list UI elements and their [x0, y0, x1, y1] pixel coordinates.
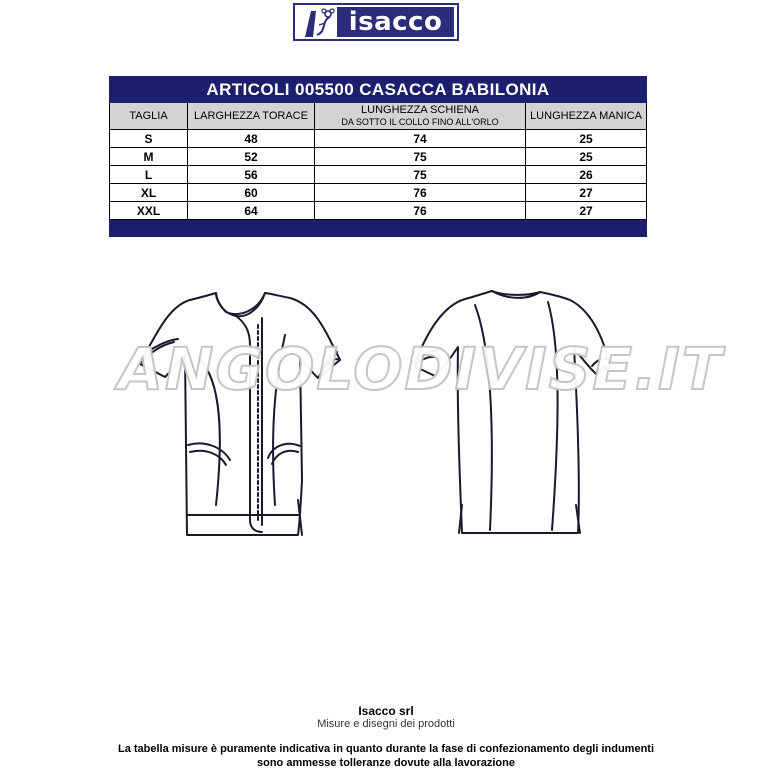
table-row — [110, 202, 647, 220]
back-view-tunic-drawing — [414, 291, 610, 533]
brand-name: isacco — [337, 7, 454, 37]
cell-chest: 52 — [188, 148, 315, 166]
company-subtitle: Misure e disegni dei prodotti — [317, 718, 455, 730]
cell-back: 76 — [315, 184, 526, 202]
cell-size: XL — [110, 184, 188, 202]
table-row — [110, 130, 647, 148]
cell-size: L — [110, 166, 188, 184]
column-header-sleeve: LUNGHEZZA MANICA — [526, 103, 647, 130]
cell-chest: 56 — [188, 166, 315, 184]
column-header-back — [315, 103, 526, 130]
cell-back: 75 — [315, 166, 526, 184]
cell-size: M — [110, 148, 188, 166]
cell-sleeve: 25 — [526, 130, 647, 148]
table-row — [110, 148, 647, 166]
watermark-text: ANGOLODIVISE.IT — [118, 335, 724, 403]
cell-sleeve: 27 — [526, 184, 647, 202]
front-view-tunic-drawing — [140, 293, 340, 535]
cell-chest: 60 — [188, 184, 315, 202]
cell-sleeve: 26 — [526, 166, 647, 184]
cell-size: XXL — [110, 202, 188, 220]
column-header-back-note: DA SOTTO IL COLLO FINO ALL'ORLO — [341, 117, 499, 127]
column-header-chest: LARGHEZZA TORACE — [188, 103, 315, 130]
cell-chest: 64 — [188, 202, 315, 220]
column-header-back-label: LUNGHEZZA SCHIENA — [361, 104, 479, 116]
cell-sleeve: 25 — [526, 148, 647, 166]
table-row — [110, 184, 647, 202]
cell-sleeve: 27 — [526, 202, 647, 220]
disclaimer-line-2: sono ammesse tolleranze dovute alla lavorazione — [257, 757, 515, 769]
company-name: Isacco srl — [358, 704, 414, 718]
cell-size: S — [110, 130, 188, 148]
logo-flower-figure-icon — [297, 5, 337, 39]
table-title: ARTICOLI 005500 CASACCA BABILONIA — [110, 77, 647, 103]
cell-chest: 48 — [188, 130, 315, 148]
table-footer-bar — [110, 220, 647, 237]
cell-back: 75 — [315, 148, 526, 166]
brand-logo — [293, 3, 459, 41]
column-header-size: TAGLIA — [110, 103, 188, 130]
disclaimer-line-1: La tabella misure è puramente indicativa in quanto durante la fase di confezionamento degli indumenti — [117, 743, 655, 755]
cell-back: 76 — [315, 202, 526, 220]
table-row — [110, 166, 647, 184]
cell-back: 74 — [315, 130, 526, 148]
size-chart-table — [109, 76, 647, 237]
disclaimer-text — [0, 742, 772, 770]
